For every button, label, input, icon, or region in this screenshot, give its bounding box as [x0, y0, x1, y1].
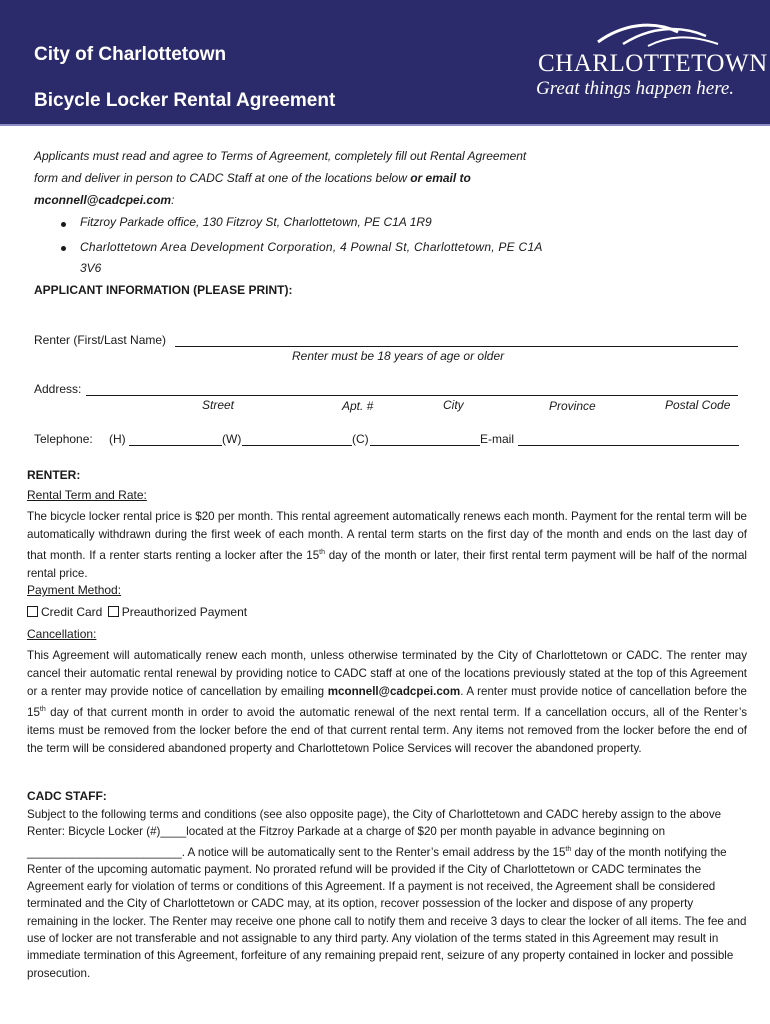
ordinal-suffix: th	[319, 549, 325, 556]
home-phone-field[interactable]	[129, 445, 222, 446]
ordinal-suffix: th	[39, 706, 46, 713]
header-divider	[0, 124, 770, 126]
rental-term-text-1: The bicycle locker rental price is $20 per month. This rental agreement automatically renews each month. Payment for the rental term will be automatically withdrawn during the first week of each month. A rental term starts on the first day of the month and ends on the last day of that month. If a renter starts renting a locker after the 15	[27, 510, 747, 562]
logo-tagline: Great things happen here.	[536, 78, 735, 99]
intro-text: form and deliver in person to CADC Staff at one of the locations below	[34, 171, 411, 185]
address-city-label: City	[443, 398, 464, 412]
renter-name-field[interactable]	[175, 346, 738, 347]
payment-options	[27, 605, 247, 619]
home-phone-label: (H)	[109, 432, 126, 446]
credit-card-checkbox[interactable]	[27, 606, 38, 617]
payment-method-heading: Payment Method:	[27, 583, 122, 597]
intro-email[interactable]: mconnell@cadcpei.com	[34, 193, 172, 207]
intro-colon: :	[171, 193, 175, 207]
rental-term-text-2: day of the month or later, their first rental term payment will be half of the normal rental price.	[27, 548, 748, 580]
page-subtitle: Bicycle Locker Rental Agreement	[34, 90, 336, 111]
preauthorized-label: Preauthorized Payment	[121, 605, 248, 619]
ordinal-suffix: th	[565, 845, 572, 853]
renter-age-note: Renter must be 18 years of age or older	[292, 349, 505, 363]
location-2: Charlottetown Area Development Corporation, 4 Pownal St, Charlottetown, PE C1A	[80, 240, 543, 254]
logo-wordmark: CHARLOTTETOWN	[538, 50, 768, 77]
cadc-terms-text	[27, 806, 747, 982]
rental-term-text	[27, 508, 747, 583]
credit-card-label: Credit Card	[41, 605, 103, 619]
charlottetown-logo	[528, 14, 768, 114]
intro-email-prompt: or email to	[410, 171, 471, 185]
rental-term-heading: Rental Term and Rate:	[27, 488, 147, 502]
bullet-icon	[61, 222, 66, 227]
telephone-label: Telephone:	[34, 432, 93, 446]
cadc-terms-text-1: Subject to the following terms and conditions (see also opposite page), the City of Charlottetown and CADC hereby assign to the above Renter: Bicycle Locker (#)____located at the Fitzroy Parkade at a charge of $20 per month payable in advance beginning on ________________________. A notice will be automatically sent to the Renter’s email address by the 15	[27, 808, 722, 859]
work-phone-field[interactable]	[242, 445, 352, 446]
applicant-heading: APPLICANT INFORMATION (PLEASE PRINT):	[34, 283, 293, 297]
address-postal-label: Postal Code	[665, 398, 731, 412]
cadc-staff-heading: CADC STAFF:	[27, 789, 107, 803]
location-1: Fitzroy Parkade office, 130 Fitzroy St, Charlottetown, PE C1A 1R9	[80, 215, 432, 229]
logo-swoosh-icon	[528, 14, 744, 54]
cadc-terms-text-2: day of the month notifying the Renter of the upcoming automatic payment. No prorated refund will be provided if the City of Charlottetown or CADC terminates the Agreement early for violation of terms or conditions of this Agreement. If a payment is not received, the Agreement shall be considered terminated and the City of Charlottetown or CADC may, at its option, recover possession of the locker and dispose of any property remaining in the locker. The Renter may receive one phone call to notify them and receive 3 days to clear the locker of all items. The fee and use of locker are not transferable and not assignable to any third party. Any violation of the terms stated in this Agreement may result in immediate termination of this Agreement, forfeiture of any remaining prepaid rent, seizure of any property contained in locker and possible prosecution.	[27, 845, 747, 980]
cancellation-text-1: This Agreement will automatically renew each month, unless otherwise terminated by the City of Charlottetown or CADC. The renter may cancel their automatic rental renewal by providing notice to CADC staff at one of the locations previously stated at the top of this Agreement or a renter may provide notice of cancellation by emailing	[27, 649, 747, 698]
renter-name-label: Renter (First/Last Name)	[34, 333, 167, 347]
address-field[interactable]	[86, 395, 738, 396]
cell-phone-label: (C)	[352, 432, 369, 446]
cancellation-email[interactable]: mconnell@cadcpei.com	[327, 685, 461, 698]
address-label: Address:	[34, 382, 82, 396]
intro-line-3	[34, 193, 174, 207]
email-field[interactable]	[518, 445, 739, 446]
intro-line-1: Applicants must read and agree to Terms of Agreement, completely fill out Rental Agreement	[34, 149, 527, 163]
cell-phone-field[interactable]	[370, 445, 480, 446]
intro-line-2	[34, 171, 471, 185]
address-street-label: Street	[202, 398, 235, 412]
header-banner	[0, 0, 770, 124]
preauthorized-checkbox[interactable]	[108, 606, 119, 617]
cancellation-text-2: . A renter must provide notice of cancellation before the 15	[27, 685, 747, 719]
cancellation-heading: Cancellation:	[27, 627, 97, 641]
cancellation-text-3: day of that current month in order to avoid the automatic renewal of the next rental term. If a cancellation occurs, all of the Renter’s items must be removed from the locker before the end of that current rental term. Any items not removed from the locker before the end of the term will be considered abandoned property and Charlottetown Police Services will recover the abandoned property.	[27, 705, 747, 755]
cancellation-text	[27, 647, 747, 758]
work-phone-label: (W)	[222, 432, 242, 446]
renter-heading: RENTER:	[27, 468, 81, 482]
location-2-cont: 3V6	[80, 261, 102, 275]
address-province-label: Province	[549, 399, 596, 413]
page-title: City of Charlottetown	[34, 44, 227, 65]
address-apt-label: Apt. #	[342, 399, 374, 413]
email-label: E-mail	[480, 432, 515, 446]
bullet-icon	[61, 246, 66, 251]
